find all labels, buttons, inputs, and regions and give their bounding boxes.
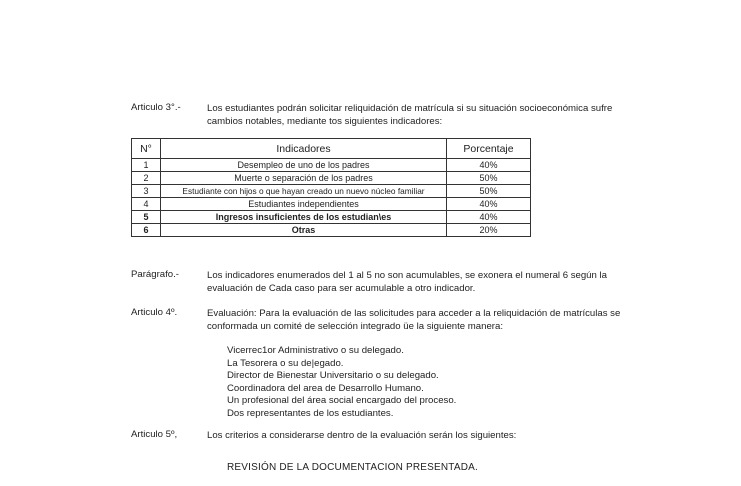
row-indicator: Estudiantes independientes: [161, 198, 447, 211]
table-row: [132, 159, 531, 172]
list-item: La Tesorera o su de|egado.: [227, 357, 344, 369]
row-number: 6: [132, 224, 161, 237]
row-indicator: Desempleo de uno de los padres: [161, 159, 447, 172]
row-indicator: Muerte o separación de los padres: [161, 172, 447, 185]
row-percentage: 50%: [447, 172, 531, 185]
paragrafo-line-1: Los indicadores enumerados del 1 al 5 no son acumulables, se exonera el numeral 6 según la: [207, 270, 607, 281]
table-row: [132, 224, 531, 237]
row-percentage: 40%: [447, 211, 531, 224]
article-4-line-1: Evaluación: Para la evaluación de las solicitudes para acceder a la reliquidación de matrículas se: [207, 308, 621, 319]
row-percentage: 40%: [447, 198, 531, 211]
article-3-text: [207, 102, 612, 128]
row-percentage: 40%: [447, 159, 531, 172]
table-row: [132, 198, 531, 211]
article-4-text: [207, 307, 620, 333]
table-row: [132, 211, 531, 224]
table-header-row: [132, 139, 531, 159]
article-5-text: Los criterios a considerarse dentro de la evaluación serán los siguientes:: [207, 430, 517, 441]
header-porcentaje: Porcentaje: [447, 139, 531, 159]
header-number: N°: [132, 139, 161, 159]
list-item: Director de Bienestar Universitario o su delegado.: [227, 370, 439, 381]
paragrafo-line-2: evaluación de Cada caso para ser acumulable a otro indicador.: [207, 283, 476, 294]
article-4-label: Articulo 4º.: [131, 307, 178, 318]
article-3-line-1: Los estudiantes podrán solicitar reliquidación de matrícula si su situación socioeconómica sufre: [207, 103, 613, 114]
row-number: 2: [132, 172, 161, 185]
row-indicator: Estudiante con hijos o que hayan creado un nuevo núcleo familiar: [161, 185, 447, 198]
article-5-label: Articulo 5º,: [131, 429, 178, 440]
list-item: Dos representantes de los estudiantes.: [227, 407, 394, 419]
row-number: 1: [132, 159, 161, 172]
paragrafo-label: Parágrafo.-: [131, 269, 179, 280]
indicators-table: [131, 138, 531, 237]
list-item: Vicerrec1or Administrativo o su delegado.: [227, 345, 404, 356]
section-heading: REVISIÓN DE LA DOCUMENTACION PRESENTADA.: [227, 462, 479, 473]
row-number: 4: [132, 198, 161, 211]
article-4-line-2: conformada un comité de selección integrado üe la siguiente manera:: [207, 321, 503, 332]
paragrafo-text: [207, 269, 607, 295]
article-3-label: Articulo 3°.-: [131, 102, 181, 113]
row-number: 5: [132, 211, 161, 224]
table-row: [132, 185, 531, 198]
article-3-line-2: cambios notables, mediante tos siguientes indicadores:: [207, 116, 443, 127]
row-indicator: Ingresos insuficientes de los estudian\es: [161, 211, 447, 224]
committee-member-list: [227, 345, 456, 420]
row-percentage: 50%: [447, 185, 531, 198]
row-number: 3: [132, 185, 161, 198]
header-indicadores: Indicadores: [161, 139, 447, 159]
row-indicator: Otras: [161, 224, 447, 237]
table-row: [132, 172, 531, 185]
list-item: Un profesional del área social encargado del proceso.: [227, 395, 457, 406]
list-item: Coordinadora del area de Desarrollo Humano.: [227, 382, 424, 394]
row-percentage: 20%: [447, 224, 531, 237]
